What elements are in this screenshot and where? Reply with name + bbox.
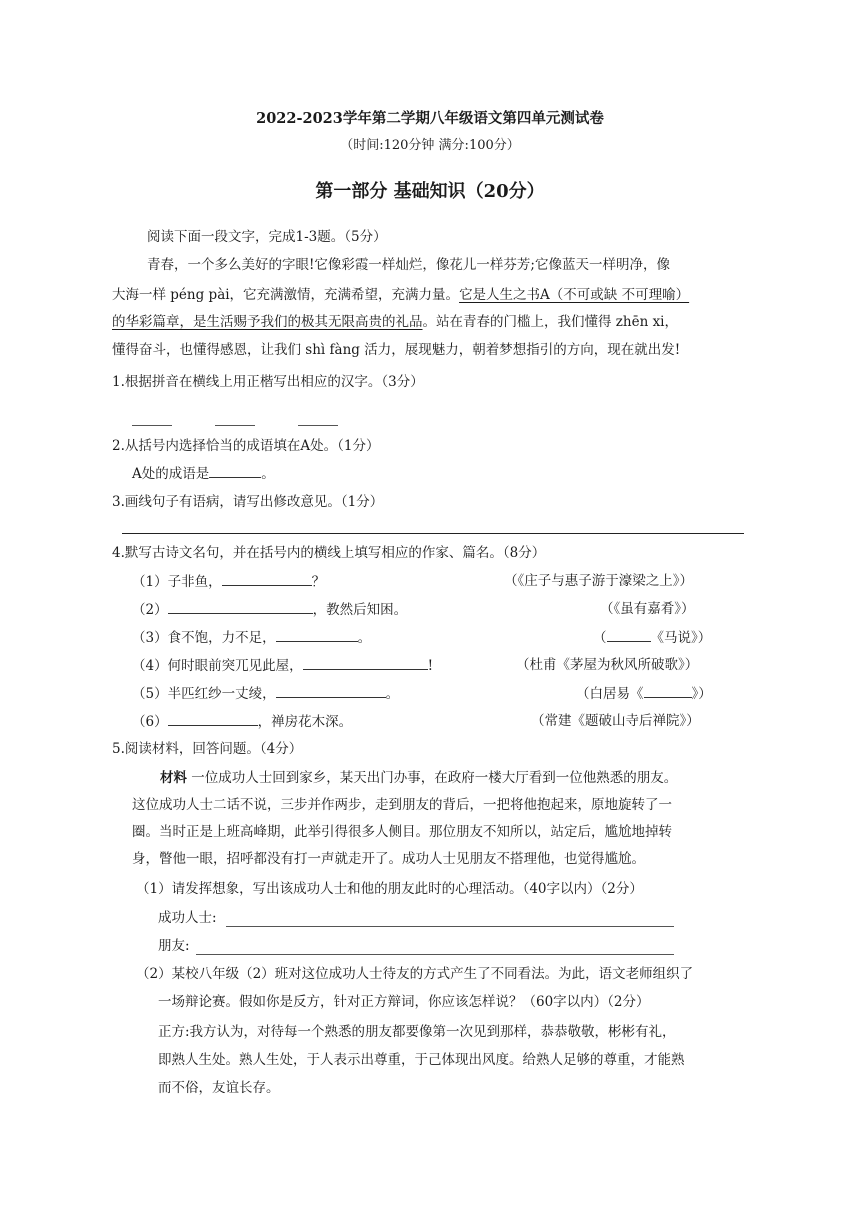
poem-item-4 <box>132 655 433 676</box>
underlined-sentence: 的华彩篇章，是生活赐予我们的极其无限高贵的礼品 <box>112 314 423 330</box>
poem-source-3 <box>593 627 711 648</box>
question-2-answer <box>132 463 275 484</box>
material-text: 一位成功人士回到家乡，某天出门办事，在政府一楼大厅看到一位他熟悉的朋友。 <box>187 770 678 786</box>
poem-source-6: （常建《题破山寺后禅院》） <box>531 713 700 729</box>
answer-suffix: 。 <box>261 466 275 482</box>
answer-blank[interactable] <box>215 425 255 426</box>
material-line-4: 身，瞥他一眼，招呼都没有打一声就走开了。成功人士见朋友不搭理他，也觉得尴尬。 <box>132 851 645 867</box>
poem-text: （5）半匹红纱一丈绫， <box>132 686 276 702</box>
poem-item-5 <box>132 683 399 704</box>
material-line-1 <box>160 768 677 788</box>
material-line-2: 这位成功人士二话不说，三步并作两步，走到朋友的背后，一把将他抱起来，原地旋转了一 <box>132 797 672 813</box>
section-title: 第一部分 基础知识（20分） <box>315 181 545 202</box>
poem-source-1: （《庄子与惠子游于濠梁之上》） <box>504 573 693 589</box>
source-text: （白居易《 <box>576 686 644 702</box>
poem-item-3 <box>132 627 371 648</box>
question-3: 3.画线句子有语病，请写出修改意见。（1分） <box>112 494 384 510</box>
label-friend: 朋友: <box>158 938 190 954</box>
passage-line-3 <box>112 312 678 332</box>
answer-line[interactable] <box>122 533 744 534</box>
answer-blank[interactable] <box>276 627 358 642</box>
poem-text: ，教然后知困。 <box>312 602 408 618</box>
passage-line-4: 懂得奋斗，也懂得感恩，让我们 shì fàng 活力，展现魅力，朝着梦想指引的方向，现在就出发! <box>112 342 681 358</box>
pro-argument-line-3: 而不俗，友谊长存。 <box>158 1080 280 1096</box>
label-success-person: 成功人士: <box>158 910 217 926</box>
answer-blank[interactable] <box>168 711 258 726</box>
poem-text: （3）食不饱，力不足， <box>132 630 276 646</box>
poem-text: ，禅房花木深。 <box>257 714 353 730</box>
passage-text: 。站在青春的门槛上，我们懂得 zhēn xi， <box>422 314 679 330</box>
poem-text: ？ <box>311 574 326 590</box>
question-4: 4.默写古诗文名句，并在括号内的横线上填写相应的作家、篇名。（8分） <box>112 545 546 561</box>
answer-line-success-person[interactable] <box>226 926 674 927</box>
source-text: 《马说》） <box>650 630 712 646</box>
answer-blank[interactable] <box>222 571 312 586</box>
reading-intro: 阅读下面一段文字，完成1-3题。（5分） <box>147 229 387 245</box>
poem-source-4: （杜甫《茅屋为秋风所破歌》） <box>516 657 699 673</box>
answer-blank[interactable] <box>298 425 338 426</box>
question-1: 1.根据拼音在横线上用正楷写出相应的汉字。（3分） <box>112 374 424 390</box>
passage-line-2 <box>112 285 689 305</box>
source-text: （ <box>593 630 607 646</box>
answer-blank[interactable] <box>607 627 651 642</box>
underlined-sentence: 它是人生之书A（不可或缺 不可理喻） <box>459 287 690 303</box>
poem-source-5 <box>576 683 712 704</box>
exam-subtitle: （时间:120分钟 满分:100分） <box>340 138 520 153</box>
question-5-2-line-1: （2）某校八年级（2）班对这位成功人士待友的方式产生了不同看法。为此，语文老师组织了 <box>136 966 694 982</box>
poem-item-1 <box>132 571 325 592</box>
answer-blank[interactable] <box>276 683 386 698</box>
answer-line-friend[interactable] <box>196 954 674 955</box>
answer-prefix: A处的成语是 <box>132 466 210 482</box>
poem-text: （1）子非鱼， <box>132 574 222 590</box>
question-5: 5.阅读材料，回答问题。（4分） <box>112 741 303 757</box>
pro-argument-line-2: 即熟人生处。熟人生处，于人表示出尊重，于己体现出风度。给熟人足够的尊重，才能熟 <box>158 1052 685 1068</box>
poem-item-2 <box>132 599 407 620</box>
poem-source-2: （《虽有嘉肴》） <box>600 601 695 617</box>
pro-argument-line-1: 正方:我方认为，对待每一个熟悉的朋友都要像第一次见到那样，恭恭敬敬，彬彬有礼， <box>158 1024 676 1040</box>
answer-blank[interactable] <box>303 655 428 670</box>
poem-text: （2） <box>132 602 168 618</box>
answer-blank[interactable] <box>132 425 172 426</box>
poem-item-6 <box>132 711 352 732</box>
poem-text: ! <box>427 658 434 674</box>
exam-title: 2022-2023学年第二学期八年级语文第四单元测试卷 <box>256 110 604 127</box>
passage-line-1: 青春，一个多么美好的字眼!它像彩霞一样灿烂，像花儿一样芬芳;它像蓝天一样明净，像 <box>147 257 670 273</box>
answer-blank[interactable] <box>209 463 261 478</box>
poem-text: 。 <box>357 630 372 646</box>
material-line-3: 圈。当时正是上班高峰期，此举引得很多人侧目。那位朋友不知所以，站定后，尴尬地掉转 <box>132 824 672 840</box>
poem-text: 。 <box>385 686 400 702</box>
answer-blank[interactable] <box>168 599 313 614</box>
poem-text: （4）何时眼前突兀见此屋， <box>132 658 303 674</box>
passage-text: 大海一样 péng pài，它充满激情，充满希望，充满力量。 <box>112 287 460 303</box>
poem-text: （6） <box>132 714 168 730</box>
source-text: 》） <box>691 686 712 702</box>
question-5-2-line-2: 一场辩论赛。假如你是反方，针对正方辩词，你应该怎样说？（60字以内）（2分） <box>158 994 650 1010</box>
question-2: 2.从括号内选择恰当的成语填在A处。（1分） <box>112 438 380 454</box>
answer-blank[interactable] <box>644 683 692 698</box>
question-5-1: （1）请发挥想象，写出该成功人士和他的朋友此时的心理活动。（40字以内）（2分） <box>136 881 643 897</box>
material-label: 材料 <box>160 770 187 786</box>
